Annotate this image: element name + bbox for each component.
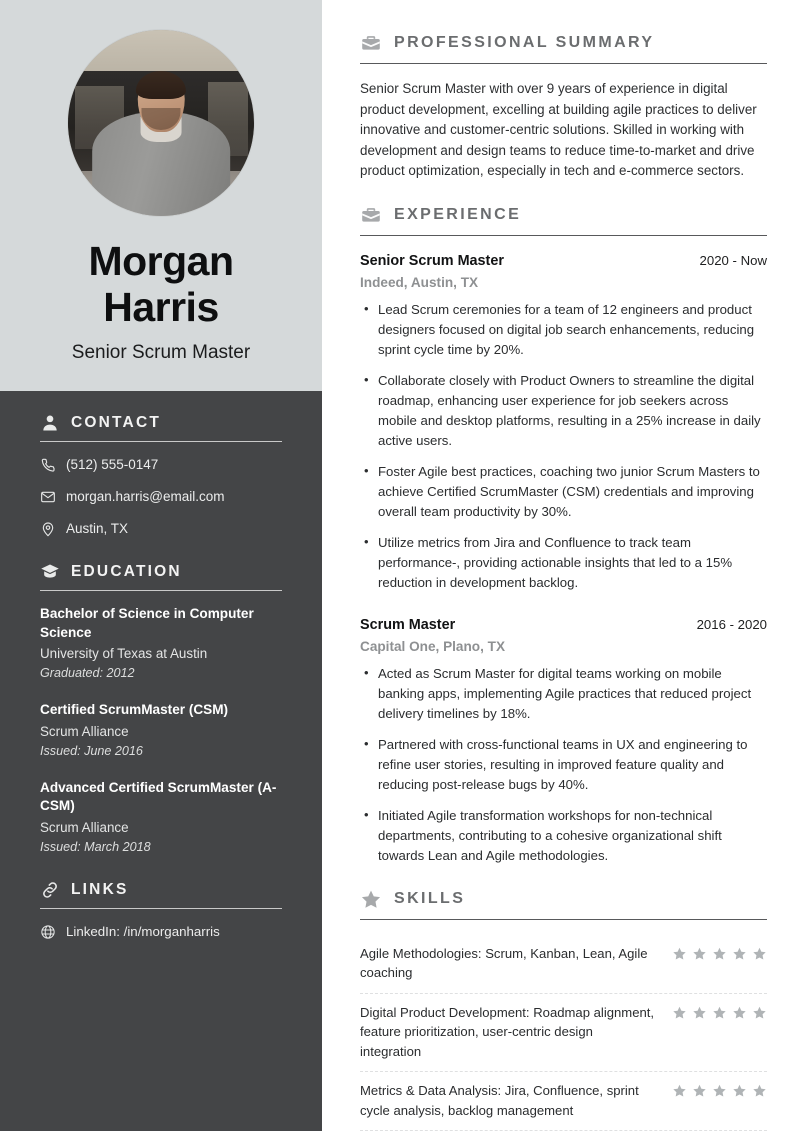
skill-rating: [672, 944, 767, 961]
star-icon: [732, 1083, 747, 1098]
skill-row: [360, 935, 767, 994]
job-bullet: • Lead Scrum ceremonies for a team of 12 engineers and product designers focused on digital job search enhancements, reducing sprint cycle time by 20%.: [360, 300, 767, 360]
contact-phone[interactable]: [40, 456, 282, 474]
globe-icon: [40, 924, 56, 940]
contact-divider: [40, 441, 282, 442]
education-item: [40, 605, 282, 682]
job-bullet: • Foster Agile best practices, coaching two junior Scrum Masters to achieve Certified ScrumMaster (CSM) credentials and improving overall team productivity by 30%.: [360, 462, 767, 522]
experience-title: EXPERIENCE: [394, 205, 522, 223]
job-org: Capital One, Plano, TX: [360, 638, 506, 654]
education-org: Scrum Alliance: [40, 819, 129, 835]
contact-location-value: Austin, TX: [66, 521, 129, 536]
candidate-name-line2: Harris: [103, 284, 219, 330]
sidebar-body: [0, 391, 322, 1131]
star-icon: [672, 946, 687, 961]
experience-divider: [360, 235, 767, 236]
skill-row: [360, 994, 767, 1073]
star-icon: [712, 946, 727, 961]
map-pin-icon: [40, 521, 56, 537]
portrait-photo: [68, 30, 254, 216]
job-bullet: • Initiated Agile transformation workshops for non-technical departments, contributing to a cohesive organizational shift towards Lean and Agile methodologies.: [360, 806, 767, 866]
star-icon: [752, 946, 767, 961]
contact-email-value: morgan.harris@email.com: [66, 489, 225, 504]
education-degree: Certified ScrumMaster (CSM): [40, 702, 229, 717]
star-icon: [672, 1005, 687, 1020]
section-links: [40, 880, 282, 941]
skill-rating: [672, 1003, 767, 1020]
education-date: Graduated: 2012: [40, 666, 135, 680]
links-divider: [40, 908, 282, 909]
contact-phone-value: (512) 555-0147: [66, 457, 159, 472]
education-item: [40, 779, 282, 856]
skills-heading: [360, 888, 767, 919]
profile-header: [0, 0, 322, 391]
job-header: [360, 251, 767, 271]
experience-heading: [360, 204, 767, 235]
envelope-icon: [40, 489, 56, 505]
education-divider: [40, 590, 282, 591]
star-icon: [672, 1083, 687, 1098]
job-bullet: • Collaborate closely with Product Owners to streamline the digital roadmap, enhancing user experience for job seekers across mobile and desktop platforms, resulting in a 25% increase in daily active users.: [360, 371, 767, 451]
experience-item: [360, 251, 767, 593]
section-skills: [360, 888, 767, 1131]
link-icon: [40, 880, 60, 900]
star-icon: [752, 1005, 767, 1020]
education-title: EDUCATION: [71, 563, 182, 580]
job-dates: 2016 - 2020: [696, 616, 767, 632]
star-icon: [360, 888, 382, 910]
skill-name: Digital Product Development: Roadmap alignment, feature prioritization, user-centric design integration: [360, 1004, 655, 1059]
contact-location[interactable]: [40, 520, 282, 538]
education-org: Scrum Alliance: [40, 723, 129, 739]
section-education: [40, 562, 282, 856]
job-bullets: [360, 300, 767, 593]
candidate-name: [88, 238, 233, 330]
sidebar: [0, 0, 322, 1131]
link-linkedin-value: LinkedIn: /in/morganharris: [66, 923, 220, 939]
job-title: Senior Scrum Master: [360, 252, 504, 269]
job-org: Indeed, Austin, TX: [360, 274, 479, 290]
section-professional-summary: [360, 32, 767, 182]
job-header: [360, 615, 767, 635]
briefcase-icon: [360, 204, 382, 226]
education-degree: Bachelor of Science in Computer Science: [40, 606, 254, 640]
section-experience: [360, 204, 767, 866]
education-item: [40, 701, 282, 760]
star-icon: [712, 1005, 727, 1020]
star-icon: [692, 946, 707, 961]
link-linkedin[interactable]: [40, 923, 282, 941]
contact-email[interactable]: [40, 488, 282, 506]
user-icon: [40, 413, 60, 433]
job-bullets: [360, 664, 767, 866]
contact-heading: [40, 413, 282, 441]
job-title: Scrum Master: [360, 616, 456, 633]
job-bullet: • Acted as Scrum Master for digital teams working on mobile banking apps, implementing Agile practices that reduced project delivery timelines by 18%.: [360, 664, 767, 724]
candidate-name-line1: Morgan: [88, 238, 234, 284]
star-icon: [692, 1083, 707, 1098]
experience-item: [360, 615, 767, 866]
summary-heading: [360, 32, 767, 63]
skills-title: SKILLS: [394, 889, 466, 907]
education-org: University of Texas at Austin: [40, 646, 208, 661]
links-heading: [40, 880, 282, 908]
education-degree: Advanced Certified ScrumMaster (A-CSM): [40, 779, 277, 813]
links-title: LINKS: [71, 880, 129, 898]
skills-divider: [360, 919, 767, 920]
skill-name: Agile Methodologies: Scrum, Kanban, Lean, Agile coaching: [360, 945, 648, 980]
star-icon: [692, 1005, 707, 1020]
skill-name: Metrics & Data Analysis: Jira, Confluence, sprint cycle analysis, backlog management: [360, 1083, 639, 1118]
summary-title: PROFESSIONAL SUMMARY: [394, 34, 655, 51]
star-icon: [712, 1083, 727, 1098]
star-icon: [732, 946, 747, 961]
briefcase-icon: [360, 32, 382, 54]
education-date: Issued: June 2016: [40, 743, 143, 758]
main-content: [322, 0, 800, 1131]
summary-divider: [360, 63, 767, 64]
summary-text: Senior Scrum Master with over 9 years of experience in digital product development, excelling at building agile practices to deliver innovative and customer-centric solutions. Skilled in working with development and design teams to reduce time-to-market and drive product optimization, especially in tech and e-commerce sectors.: [360, 81, 757, 178]
job-bullet: • Partnered with cross-functional teams in UX and engineering to refine user stories, resulting in improved feature quality and reducing post-release bugs by 40%.: [360, 735, 767, 795]
skill-row: [360, 1072, 767, 1131]
skill-rating: [672, 1081, 767, 1098]
education-date: Issued: March 2018: [40, 839, 151, 854]
candidate-role: Senior Scrum Master: [71, 342, 251, 363]
star-icon: [732, 1005, 747, 1020]
job-bullet: • Utilize metrics from Jira and Confluence to track team performance-, providing actionable insights that led to a 15% reduction in development backlog.: [360, 533, 767, 593]
star-icon: [752, 1083, 767, 1098]
section-contact: [40, 413, 282, 538]
education-heading: [40, 562, 282, 590]
job-dates: 2020 - Now: [699, 252, 767, 268]
contact-title: CONTACT: [71, 414, 162, 431]
phone-icon: [40, 457, 56, 473]
graduation-cap-icon: [40, 562, 60, 582]
